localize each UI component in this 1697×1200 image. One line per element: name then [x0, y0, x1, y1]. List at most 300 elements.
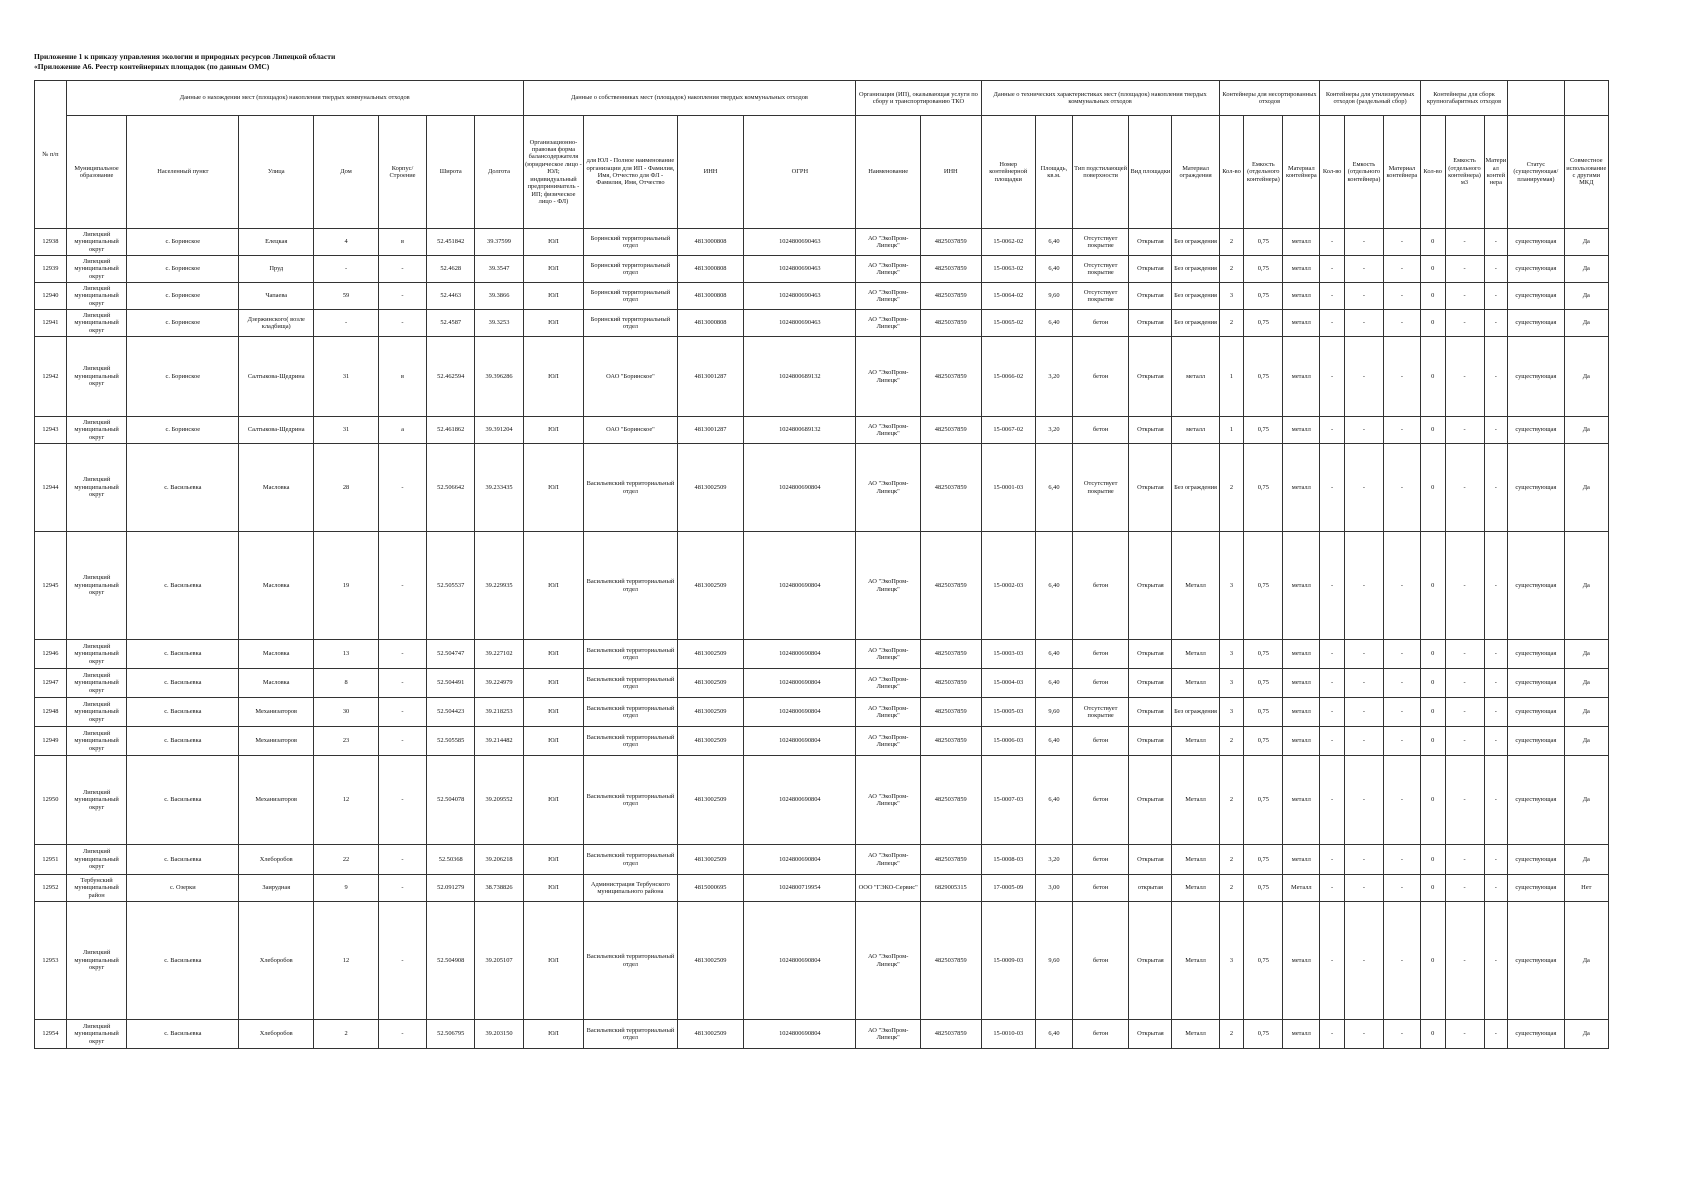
cell-legal-form: ЮЛ	[523, 1020, 584, 1049]
cell-municipality: Липецкий муниципальный округ	[66, 640, 127, 669]
cell-unsorted-count: 3	[1219, 283, 1244, 310]
cell-street: Хлеборобов	[239, 845, 314, 875]
cell-settlement: с. Васильевка	[127, 1020, 239, 1049]
col-house: Дом	[314, 116, 379, 229]
cell-legal-form: ЮЛ	[523, 283, 584, 310]
cell-area: 9,60	[1035, 698, 1072, 727]
cell-site-number: 15-0009-03	[981, 902, 1035, 1020]
cell-owner-inn: 4815000695	[677, 875, 744, 902]
cell-owner-name: Боринский территориальный отдел	[584, 310, 677, 337]
cell-building: в	[378, 337, 426, 417]
cell-unsorted-count: 2	[1219, 310, 1244, 337]
cell-status: существующая	[1508, 845, 1564, 875]
cell-building: -	[378, 902, 426, 1020]
cell-owner-ogrn: 1024800690463	[744, 283, 856, 310]
table-row	[35, 1020, 1609, 1049]
cell-shared: Да	[1564, 444, 1608, 532]
cell-municipality: Липецкий муниципальный округ	[66, 283, 127, 310]
group-unsorted-header: Контейнеры для несортированных отходов	[1219, 81, 1320, 116]
cell-fence: Без ограждения	[1172, 283, 1219, 310]
cell-site-number: 15-0064-02	[981, 283, 1035, 310]
cell-building: -	[378, 756, 426, 845]
cell-street: Механизаторов	[239, 698, 314, 727]
cell-shared: Да	[1564, 337, 1608, 417]
cell-recyclable-material: -	[1383, 337, 1420, 417]
cell-recyclable-volume: -	[1344, 532, 1383, 640]
cell-bulky-count: 0	[1420, 417, 1445, 444]
cell-recyclable-material: -	[1383, 283, 1420, 310]
cell-area: 3,00	[1035, 875, 1072, 902]
cell-recyclable-material: -	[1383, 229, 1420, 256]
cell-street: Заирудная	[239, 875, 314, 902]
cell-recyclable-material: -	[1383, 727, 1420, 756]
cell-owner-name: Васильевский территориальный отдел	[584, 444, 677, 532]
cell-bulky-material: -	[1484, 1020, 1508, 1049]
cell-site-type: Открытая	[1129, 1020, 1172, 1049]
cell-bulky-count: 0	[1420, 283, 1445, 310]
cell-shared: Да	[1564, 756, 1608, 845]
cell-site-type: Открытая	[1129, 256, 1172, 283]
cell-operator-name: АО "ЭкоПром-Липецк"	[856, 337, 921, 417]
cell-recyclable-count: -	[1320, 845, 1345, 875]
cell-longitude: 39.203150	[475, 1020, 523, 1049]
cell-owner-ogrn: 1024800689132	[744, 337, 856, 417]
cell-operator-name: АО "ЭкоПром-Липецк"	[856, 417, 921, 444]
cell-unsorted-count: 2	[1219, 845, 1244, 875]
cell-house: 8	[314, 669, 379, 698]
cell-owner-inn: 4813001287	[677, 337, 744, 417]
cell-surface: бетон	[1072, 640, 1128, 669]
cell-longitude: 39.205107	[475, 902, 523, 1020]
cell-building: -	[378, 310, 426, 337]
cell-site-number: 15-0007-03	[981, 756, 1035, 845]
cell-unsorted-volume: 0,75	[1244, 640, 1283, 669]
cell-municipality: Липецкий муниципальный округ	[66, 1020, 127, 1049]
cell-recyclable-volume: -	[1344, 417, 1383, 444]
cell-shared: Да	[1564, 1020, 1608, 1049]
cell-owner-ogrn: 1024800690804	[744, 902, 856, 1020]
col-site-number: Номер контейнерной площадки	[981, 116, 1035, 229]
cell-unsorted-material: металл	[1283, 756, 1320, 845]
cell-surface: бетон	[1072, 417, 1128, 444]
cell-owner-name: Администрация Тербунского муниципального района	[584, 875, 677, 902]
cell-site-number: 15-0067-02	[981, 417, 1035, 444]
cell-area: 6,40	[1035, 1020, 1072, 1049]
cell-owner-inn: 4813001287	[677, 417, 744, 444]
cell-operator-inn: 4825037859	[920, 727, 981, 756]
cell-street: Масловка	[239, 669, 314, 698]
cell-latitude: 52.091279	[427, 875, 475, 902]
cell-recyclable-material: -	[1383, 1020, 1420, 1049]
cell-operator-inn: 4825037859	[920, 417, 981, 444]
cell-site-number: 15-0008-03	[981, 845, 1035, 875]
cell-fence: Металл	[1172, 845, 1219, 875]
cell-bulky-material: -	[1484, 875, 1508, 902]
cell-building: -	[378, 444, 426, 532]
cell-recyclable-volume: -	[1344, 698, 1383, 727]
cell-operator-name: АО "ЭкоПром-Липецк"	[856, 444, 921, 532]
cell-bulky-volume: -	[1445, 727, 1484, 756]
cell-legal-form: ЮЛ	[523, 337, 584, 417]
cell-building: -	[378, 532, 426, 640]
cell-surface: бетон	[1072, 875, 1128, 902]
cell-shared: Да	[1564, 283, 1608, 310]
cell-site-type: Открытая	[1129, 417, 1172, 444]
cell-owner-name: Васильевский территориальный отдел	[584, 532, 677, 640]
cell-legal-form: ЮЛ	[523, 640, 584, 669]
cell-legal-form: ЮЛ	[523, 669, 584, 698]
cell-surface: бетон	[1072, 669, 1128, 698]
table-row	[35, 283, 1609, 310]
cell-unsorted-volume: 0,75	[1244, 337, 1283, 417]
col-bulky-material: Материал контейнера	[1484, 116, 1508, 229]
cell-unsorted-volume: 0,75	[1244, 698, 1283, 727]
cell-operator-inn: 4825037859	[920, 310, 981, 337]
cell-row-number: 12945	[35, 532, 67, 640]
cell-latitude: 52.504491	[427, 669, 475, 698]
cell-bulky-count: 0	[1420, 902, 1445, 1020]
cell-house: -	[314, 310, 379, 337]
cell-recyclable-count: -	[1320, 532, 1345, 640]
cell-bulky-volume: -	[1445, 337, 1484, 417]
cell-unsorted-count: 2	[1219, 756, 1244, 845]
cell-owner-ogrn: 1024800689132	[744, 417, 856, 444]
cell-bulky-count: 0	[1420, 1020, 1445, 1049]
cell-recyclable-material: -	[1383, 256, 1420, 283]
cell-fence: Металл	[1172, 640, 1219, 669]
cell-surface: Отсутствует покрытие	[1072, 256, 1128, 283]
cell-operator-name: АО "ЭкоПром-Липецк"	[856, 640, 921, 669]
cell-unsorted-count: 2	[1219, 256, 1244, 283]
cell-house: 19	[314, 532, 379, 640]
cell-unsorted-volume: 0,75	[1244, 669, 1283, 698]
cell-recyclable-material: -	[1383, 669, 1420, 698]
cell-shared: Да	[1564, 256, 1608, 283]
cell-recyclable-volume: -	[1344, 640, 1383, 669]
cell-bulky-volume: -	[1445, 845, 1484, 875]
cell-site-type: открытая	[1129, 875, 1172, 902]
cell-unsorted-material: металл	[1283, 283, 1320, 310]
cell-unsorted-count: 1	[1219, 337, 1244, 417]
cell-recyclable-volume: -	[1344, 845, 1383, 875]
cell-house: 13	[314, 640, 379, 669]
table-row	[35, 875, 1609, 902]
cell-site-number: 15-0005-03	[981, 698, 1035, 727]
cell-fence: Металл	[1172, 1020, 1219, 1049]
cell-recyclable-volume: -	[1344, 875, 1383, 902]
cell-latitude: 52.4628	[427, 256, 475, 283]
cell-row-number: 12946	[35, 640, 67, 669]
cell-status: существующая	[1508, 1020, 1564, 1049]
cell-owner-inn: 4813002509	[677, 444, 744, 532]
cell-operator-name: АО "ЭкоПром-Липецк"	[856, 310, 921, 337]
cell-fence: Металл	[1172, 532, 1219, 640]
cell-legal-form: ЮЛ	[523, 727, 584, 756]
cell-building: а	[378, 417, 426, 444]
cell-operator-name: АО "ЭкоПром-Липецк"	[856, 698, 921, 727]
table-row	[35, 640, 1609, 669]
cell-settlement: с. Васильевка	[127, 727, 239, 756]
cell-settlement: с. Васильевка	[127, 756, 239, 845]
cell-unsorted-count: 1	[1219, 417, 1244, 444]
cell-operator-name: АО "ЭкоПром-Липецк"	[856, 256, 921, 283]
cell-recyclable-count: -	[1320, 417, 1345, 444]
cell-fence: металл	[1172, 417, 1219, 444]
cell-house: 23	[314, 727, 379, 756]
document-header	[34, 52, 335, 72]
cell-owner-name: Васильевский территориальный отдел	[584, 902, 677, 1020]
cell-surface: бетон	[1072, 337, 1128, 417]
group-owners-header: Данные о собственниках мест (площадок) накопления твердых коммунальных отходов	[523, 81, 856, 116]
cell-owner-ogrn: 1024800690463	[744, 229, 856, 256]
cell-unsorted-count: 3	[1219, 640, 1244, 669]
cell-area: 3,20	[1035, 337, 1072, 417]
cell-bulky-material: -	[1484, 310, 1508, 337]
cell-owner-inn: 4813002509	[677, 669, 744, 698]
cell-area: 6,40	[1035, 310, 1072, 337]
cell-bulky-material: -	[1484, 283, 1508, 310]
cell-recyclable-count: -	[1320, 640, 1345, 669]
cell-owner-name: ОАО "Боринское"	[584, 417, 677, 444]
cell-recyclable-count: -	[1320, 444, 1345, 532]
cell-operator-name: АО "ЭкоПром-Липецк"	[856, 283, 921, 310]
cell-bulky-material: -	[1484, 229, 1508, 256]
cell-operator-name: АО "ЭкоПром-Липецк"	[856, 1020, 921, 1049]
cell-unsorted-count: 3	[1219, 669, 1244, 698]
cell-street: Салтыкова-Щедрина	[239, 417, 314, 444]
cell-row-number: 12939	[35, 256, 67, 283]
col-legal-form: Организационно-правовая форма балансодержателя (юридическое лицо - ЮЛ; индивидуальный предприниматель - ИП; физическое лицо - ФЛ)	[523, 116, 584, 229]
cell-bulky-count: 0	[1420, 310, 1445, 337]
cell-bulky-count: 0	[1420, 669, 1445, 698]
cell-fence: Без ограждения	[1172, 698, 1219, 727]
header-column-row	[35, 116, 1609, 229]
cell-unsorted-material: металл	[1283, 698, 1320, 727]
cell-site-type: Открытая	[1129, 727, 1172, 756]
cell-unsorted-count: 3	[1219, 532, 1244, 640]
cell-longitude: 39.396286	[475, 337, 523, 417]
cell-bulky-material: -	[1484, 698, 1508, 727]
cell-recyclable-count: -	[1320, 310, 1345, 337]
cell-house: 59	[314, 283, 379, 310]
cell-latitude: 52.451842	[427, 229, 475, 256]
cell-fence: Без ограждения	[1172, 229, 1219, 256]
cell-street: Механизаторов	[239, 756, 314, 845]
cell-shared: Да	[1564, 417, 1608, 444]
cell-surface: бетон	[1072, 756, 1128, 845]
cell-operator-inn: 4825037859	[920, 845, 981, 875]
cell-building: -	[378, 727, 426, 756]
cell-legal-form: ЮЛ	[523, 444, 584, 532]
cell-site-type: Открытая	[1129, 698, 1172, 727]
col-owner-name: для ЮЛ - Полное наименование организации для ИП - Фамилия, Имя, Отчество для ФЛ - Фамилия, Имя, Отчество	[584, 116, 677, 229]
cell-shared: Да	[1564, 902, 1608, 1020]
cell-bulky-volume: -	[1445, 698, 1484, 727]
cell-bulky-volume: -	[1445, 640, 1484, 669]
cell-status: существующая	[1508, 875, 1564, 902]
cell-status: существующая	[1508, 417, 1564, 444]
cell-status: существующая	[1508, 698, 1564, 727]
cell-recyclable-material: -	[1383, 310, 1420, 337]
col-recyclable-material: Материал контейнера	[1383, 116, 1420, 229]
cell-recyclable-count: -	[1320, 1020, 1345, 1049]
cell-street: Елецкая	[239, 229, 314, 256]
cell-row-number: 12951	[35, 845, 67, 875]
cell-latitude: 52.506795	[427, 1020, 475, 1049]
cell-street: Масловка	[239, 532, 314, 640]
group-technical-header: Данные о технических характеристиках мест (площадок) накопления твердых коммунальных отходов	[981, 81, 1219, 116]
cell-owner-inn: 4813000808	[677, 310, 744, 337]
cell-settlement: с. Васильевка	[127, 845, 239, 875]
cell-unsorted-volume: 0,75	[1244, 283, 1283, 310]
cell-operator-inn: 4825037859	[920, 1020, 981, 1049]
cell-municipality: Липецкий муниципальный округ	[66, 310, 127, 337]
cell-settlement: с. Васильевка	[127, 902, 239, 1020]
cell-bulky-material: -	[1484, 727, 1508, 756]
cell-fence: Металл	[1172, 756, 1219, 845]
cell-recyclable-volume: -	[1344, 310, 1383, 337]
cell-recyclable-material: -	[1383, 532, 1420, 640]
cell-unsorted-volume: 0,75	[1244, 902, 1283, 1020]
cell-unsorted-volume: 0,75	[1244, 417, 1283, 444]
cell-row-number: 12949	[35, 727, 67, 756]
table-row	[35, 669, 1609, 698]
cell-status: существующая	[1508, 337, 1564, 417]
col-number-header: № п/п	[35, 81, 67, 229]
table-head	[35, 81, 1609, 229]
cell-unsorted-volume: 0,75	[1244, 310, 1283, 337]
cell-owner-ogrn: 1024800690804	[744, 845, 856, 875]
cell-longitude: 39.227102	[475, 640, 523, 669]
cell-unsorted-volume: 0,75	[1244, 229, 1283, 256]
cell-settlement: с. Боринское	[127, 337, 239, 417]
cell-operator-inn: 4825037859	[920, 756, 981, 845]
cell-settlement: с. Боринское	[127, 283, 239, 310]
cell-recyclable-volume: -	[1344, 669, 1383, 698]
cell-bulky-volume: -	[1445, 256, 1484, 283]
group-bulky-header: Контейнеры для сборк крупногабаритных отходов	[1420, 81, 1507, 116]
cell-owner-inn: 4813000808	[677, 256, 744, 283]
cell-building: -	[378, 845, 426, 875]
cell-shared: Нет	[1564, 875, 1608, 902]
cell-operator-name: АО "ЭкоПром-Липецк"	[856, 756, 921, 845]
cell-recyclable-volume: -	[1344, 229, 1383, 256]
cell-owner-name: Васильевский территориальный отдел	[584, 756, 677, 845]
cell-house: 9	[314, 875, 379, 902]
cell-operator-name: АО "ЭкоПром-Липецк"	[856, 532, 921, 640]
cell-operator-name: АО "ЭкоПром-Липецк"	[856, 669, 921, 698]
cell-recyclable-count: -	[1320, 229, 1345, 256]
cell-recyclable-volume: -	[1344, 727, 1383, 756]
cell-operator-inn: 4825037859	[920, 229, 981, 256]
table-row	[35, 229, 1609, 256]
cell-recyclable-material: -	[1383, 845, 1420, 875]
cell-street: Дзержинского( возле кладбища)	[239, 310, 314, 337]
col-street: Улица	[239, 116, 314, 229]
cell-shared: Да	[1564, 640, 1608, 669]
cell-operator-inn: 4825037859	[920, 902, 981, 1020]
cell-status: существующая	[1508, 310, 1564, 337]
cell-operator-inn: 4825037859	[920, 444, 981, 532]
cell-site-type: Открытая	[1129, 337, 1172, 417]
cell-status: существующая	[1508, 756, 1564, 845]
cell-unsorted-volume: 0,75	[1244, 1020, 1283, 1049]
cell-bulky-material: -	[1484, 669, 1508, 698]
col-building: Корпус/Строение	[378, 116, 426, 229]
cell-building: -	[378, 256, 426, 283]
cell-recyclable-volume: -	[1344, 1020, 1383, 1049]
cell-municipality: Липецкий муниципальный округ	[66, 444, 127, 532]
table-row	[35, 337, 1609, 417]
cell-bulky-count: 0	[1420, 698, 1445, 727]
cell-bulky-count: 0	[1420, 875, 1445, 902]
cell-longitude: 39.37599	[475, 229, 523, 256]
cell-recyclable-material: -	[1383, 444, 1420, 532]
cell-owner-inn: 4813002509	[677, 902, 744, 1020]
cell-owner-inn: 4813000808	[677, 283, 744, 310]
cell-owner-ogrn: 1024800719954	[744, 875, 856, 902]
cell-unsorted-volume: 0,75	[1244, 756, 1283, 845]
cell-latitude: 52.4463	[427, 283, 475, 310]
cell-site-number: 15-0003-03	[981, 640, 1035, 669]
cell-recyclable-volume: -	[1344, 756, 1383, 845]
cell-unsorted-count: 2	[1219, 444, 1244, 532]
cell-bulky-material: -	[1484, 902, 1508, 1020]
col-unsorted-count: Кол-во	[1219, 116, 1244, 229]
cell-area: 6,40	[1035, 669, 1072, 698]
cell-site-number: 15-0002-03	[981, 532, 1035, 640]
cell-longitude: 39.209552	[475, 756, 523, 845]
cell-unsorted-material: металл	[1283, 902, 1320, 1020]
cell-municipality: Липецкий муниципальный округ	[66, 337, 127, 417]
cell-unsorted-material: металл	[1283, 640, 1320, 669]
cell-bulky-volume: -	[1445, 229, 1484, 256]
cell-status: существующая	[1508, 229, 1564, 256]
col-owner-ogrn: ОГРН	[744, 116, 856, 229]
col-surface: Тип подстилающей поверхности	[1072, 116, 1128, 229]
cell-surface: Отсутствует покрытие	[1072, 283, 1128, 310]
cell-longitude: 39.218253	[475, 698, 523, 727]
col-settlement: Населенный пункт	[127, 116, 239, 229]
cell-site-type: Открытая	[1129, 640, 1172, 669]
table-row	[35, 256, 1609, 283]
cell-bulky-count: 0	[1420, 229, 1445, 256]
cell-surface: бетон	[1072, 727, 1128, 756]
cell-unsorted-volume: 0,75	[1244, 845, 1283, 875]
cell-recyclable-material: -	[1383, 698, 1420, 727]
cell-operator-name: АО "ЭкоПром-Липецк"	[856, 229, 921, 256]
cell-longitude: 39.3253	[475, 310, 523, 337]
cell-owner-inn: 4813002509	[677, 727, 744, 756]
cell-operator-name: ООО "ГЭКО-Сервис"	[856, 875, 921, 902]
cell-unsorted-material: Металл	[1283, 875, 1320, 902]
cell-row-number: 12938	[35, 229, 67, 256]
cell-unsorted-material: металл	[1283, 669, 1320, 698]
cell-street: Механизаторов	[239, 727, 314, 756]
cell-status: существующая	[1508, 283, 1564, 310]
status-group-header	[1508, 81, 1564, 116]
cell-house: 2	[314, 1020, 379, 1049]
col-operator-name: Наименование	[856, 116, 921, 229]
col-area: Площадь, кв.м.	[1035, 116, 1072, 229]
cell-unsorted-material: металл	[1283, 845, 1320, 875]
cell-settlement: с. Боринское	[127, 229, 239, 256]
cell-owner-name: Васильевский территориальный отдел	[584, 640, 677, 669]
cell-street: Хлеборобов	[239, 902, 314, 1020]
cell-owner-name: Васильевский территориальный отдел	[584, 845, 677, 875]
cell-settlement: с. Боринское	[127, 256, 239, 283]
cell-settlement: с. Боринское	[127, 310, 239, 337]
